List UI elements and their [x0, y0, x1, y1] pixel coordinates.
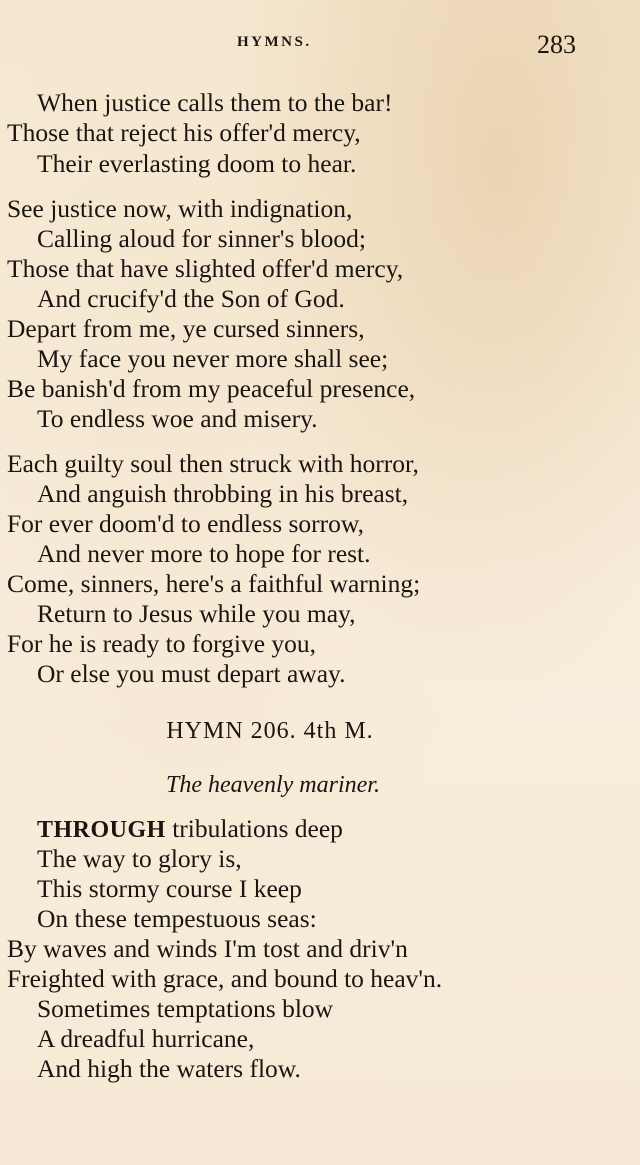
verse-line: Those that reject his offer'd mercy, [7, 118, 361, 147]
hymn-subtitle: The heavenly mariner. [166, 772, 380, 798]
verse-line: When justice calls them to the bar! [37, 88, 393, 117]
running-head: HYMNS. [237, 34, 312, 50]
verse-line: Be banish'd from my peaceful presence, [7, 374, 416, 403]
verse-line: Or else you must depart away. [37, 659, 346, 688]
verse-line: And anguish throbbing in his breast, [37, 479, 409, 508]
hymn-first-word: THROUGH [37, 817, 166, 843]
verse-line: Freighted with grace, and bound to heav'n. [7, 964, 443, 993]
verse-line: See justice now, with indignation, [7, 194, 353, 223]
page-number: 283 [537, 30, 576, 59]
verse-line: To endless woe and misery. [37, 404, 318, 433]
verse-line: For ever doom'd to endless sorrow, [7, 509, 365, 538]
verse-line: Those that have slighted offer'd mercy, [7, 254, 404, 283]
verse-line: For he is ready to forgive you, [7, 629, 317, 658]
hymn-first-line-rest: tribulations deep [165, 814, 343, 843]
verse-line: Each guilty soul then struck with horror, [7, 449, 419, 478]
verse-line: My face you never more shall see; [37, 344, 389, 373]
hymn-title: HYMN 206. 4th M. [166, 718, 374, 744]
verse-line: And crucify'd the Son of God. [37, 284, 345, 313]
verse-line: Return to Jesus while you may, [37, 599, 356, 628]
verse-line-first [37, 814, 343, 845]
verse-line: On these tempestuous seas: [37, 904, 317, 933]
verse-line: This stormy course I keep [37, 874, 302, 903]
verse-line: Depart from me, ye cursed sinners, [7, 314, 365, 343]
verse-line: A dreadful hurricane, [37, 1024, 255, 1053]
verse-line: By waves and winds I'm tost and driv'n [7, 934, 408, 963]
verse-line: Their everlasting doom to hear. [37, 149, 357, 178]
verse-line: Calling aloud for sinner's blood; [37, 224, 366, 253]
verse-line: The way to glory is, [37, 844, 242, 873]
verse-line: And high the waters flow. [37, 1054, 301, 1083]
verse-line: Sometimes temptations blow [37, 994, 334, 1023]
verse-line: Come, sinners, here's a faithful warning; [7, 569, 421, 598]
verse-line: And never more to hope for rest. [37, 539, 371, 568]
